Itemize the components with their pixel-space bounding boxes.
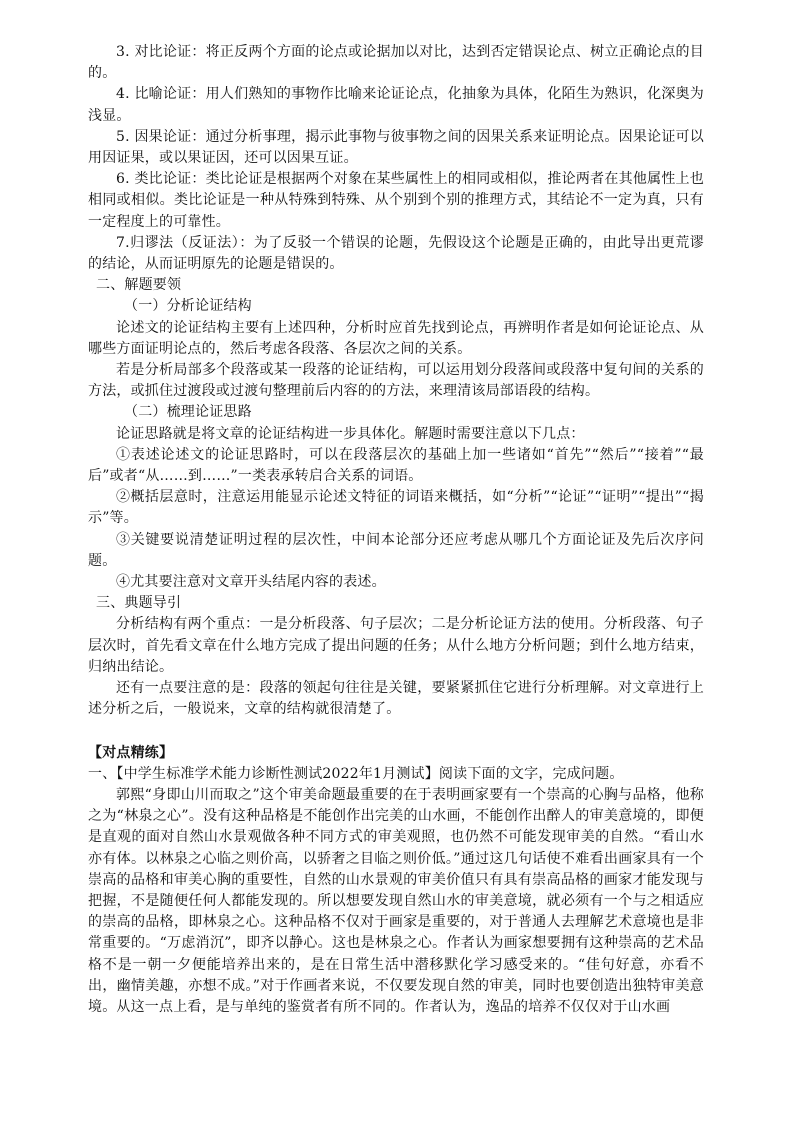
section-heading-key-points: 二、解题要领	[96, 277, 182, 294]
question-intro: 一、【中学生标准学术能力诊断性测试2022年1月测试】阅读下面的文字，完成问题。	[88, 765, 624, 782]
method-analogy: 6. 类比论证：类比论证是根据两个对象在某些属性上的相同或相似，推论两者在其他属性上也相同或相似。类比论证是一种从特殊到特殊、从个别到个别的推理方式，其结论不一定为真，只有一定程度上的可靠性。	[88, 171, 704, 230]
reasoning-point-4: ④尤其要注意对文章开头结尾内容的表述。	[116, 574, 386, 591]
method-reductio: 7.归谬法（反证法）：为了反驳一个错误的论题，先假设这个论题是正确的，由此导出更荒谬的结论，从而证明原先的论题是错误的。	[88, 234, 704, 273]
reading-passage: 郭熙“身即山川而取之”这个审美命题最重要的在于表明画家要有一个崇高的心胸与品格，他称之为“林泉之心”。没有这种品格是不能创作出完美的山水画，不能创作出醉人的审美意境的，即便是直观的面对自然山水景观做各种不同方式的审美观照，也仍然不可能发现审美的自然。“看山水亦有体。以林泉之心临之则价高，以骄奢之目临之则价低。”通过这几句话使不难看出画家具有一个崇高的品格和审美心胸的重要性，自然的山水景观的审美价值只有具有崇高品格的画家才能发现与把握，不是随便任何人都能发现的。所以想要发现自然山水的审美意境，就必须有一个与之相适应的崇高的品格，即林泉之心。这种品格不仅对于画家是重要的，对于普通人去理解艺术意境也是非常重要的。“万虑消沉”，即齐以静心。这也是林泉之心。作者认为画家想要拥有这种崇高的艺术品格不是一朝一夕便能培养出来的，是在日常生活中潜移默化学习感受来的。“佳句好意，亦看不出，幽情美趣，亦想不成。”对于作画者来说，不仅要发现自然的审美，同时也要创造出独特审美意境。从这一点上看，是与单纯的鉴赏者有所不同的。作者认为，逸品的培养不仅仅对于山水画	[88, 786, 704, 1015]
subheading-structure: （一）分析论证结构	[124, 298, 252, 315]
structure-paragraph-2: 若是分析局部多个段落或某一段落的论证结构，可以运用划分段落间或段落中复句间的关系的方法，或抓住过渡段或过渡句整理前后内容的的方法，来理清该局部语段的结构。	[88, 362, 704, 400]
guide-paragraph-2: 还有一点要注意的是：段落的领起句往往是关键，要紧紧抓住它进行分析理解。对文章进行上述分析之后，一般说来，文章的结构就很清楚了。	[88, 680, 704, 718]
subheading-reasoning: （二）梳理论证思路	[124, 404, 252, 421]
reasoning-point-3: ③关键要说清楚证明过程的层次性，中间本论部分还应考虑从哪几个方面论证及先后次序问题。	[88, 531, 704, 569]
practice-heading: 【对点精练】	[88, 744, 174, 761]
method-causal: 5. 因果论证：通过分析事理，揭示此事物与彼事物之间的因果关系来证明论点。因果论证可以用因证果，或以果证因，还可以因果互证。	[88, 128, 704, 167]
spacer	[88, 721, 704, 743]
reasoning-paragraph-intro: 论证思路就是将文章的论证结构进一步具体化。解题时需要注意以下几点：	[116, 425, 585, 442]
reasoning-point-2: ②概括层意时，注意运用能显示论述文特征的词语来概括，如“分析”“论证”“证明”“提出”“揭示”等。	[88, 489, 704, 527]
guide-paragraph-1: 分析结构有两个重点：一是分析段落、句子层次；二是分析论证方法的使用。分析段落、句子层次时，首先看文章在什么地方完成了提出问题的任务；从什么地方分析问题；到什么地方结束，归纳出结论。	[88, 616, 704, 675]
structure-paragraph-1: 论述文的论证结构主要有上述四种，分析时应首先找到论点，再辨明作者是如何论证论点、从哪些方面证明论点的，然后考虑各段落、各层次之间的关系。	[88, 319, 704, 357]
method-contrast: 3. 对比论证：将正反两个方面的论点或论据加以对比，达到否定错误论点、树立正确论点的目的。	[88, 44, 704, 82]
section-heading-example-guide: 三、典题导引	[96, 595, 182, 612]
argument-methods-list	[88, 42, 704, 275]
method-metaphor: 4. 比喻论证：用人们熟知的事物作比喻来论证论点，化抽象为具体，化陌生为熟识，化深奥为浅显。	[88, 86, 704, 124]
reasoning-point-1: ①表述论述文的论证思路时，可以在段落层次的基础上加一些诸如“首先”“然后”“接着”“最后”或者“从……到……”一类表承转启合关系的词语。	[88, 446, 704, 485]
